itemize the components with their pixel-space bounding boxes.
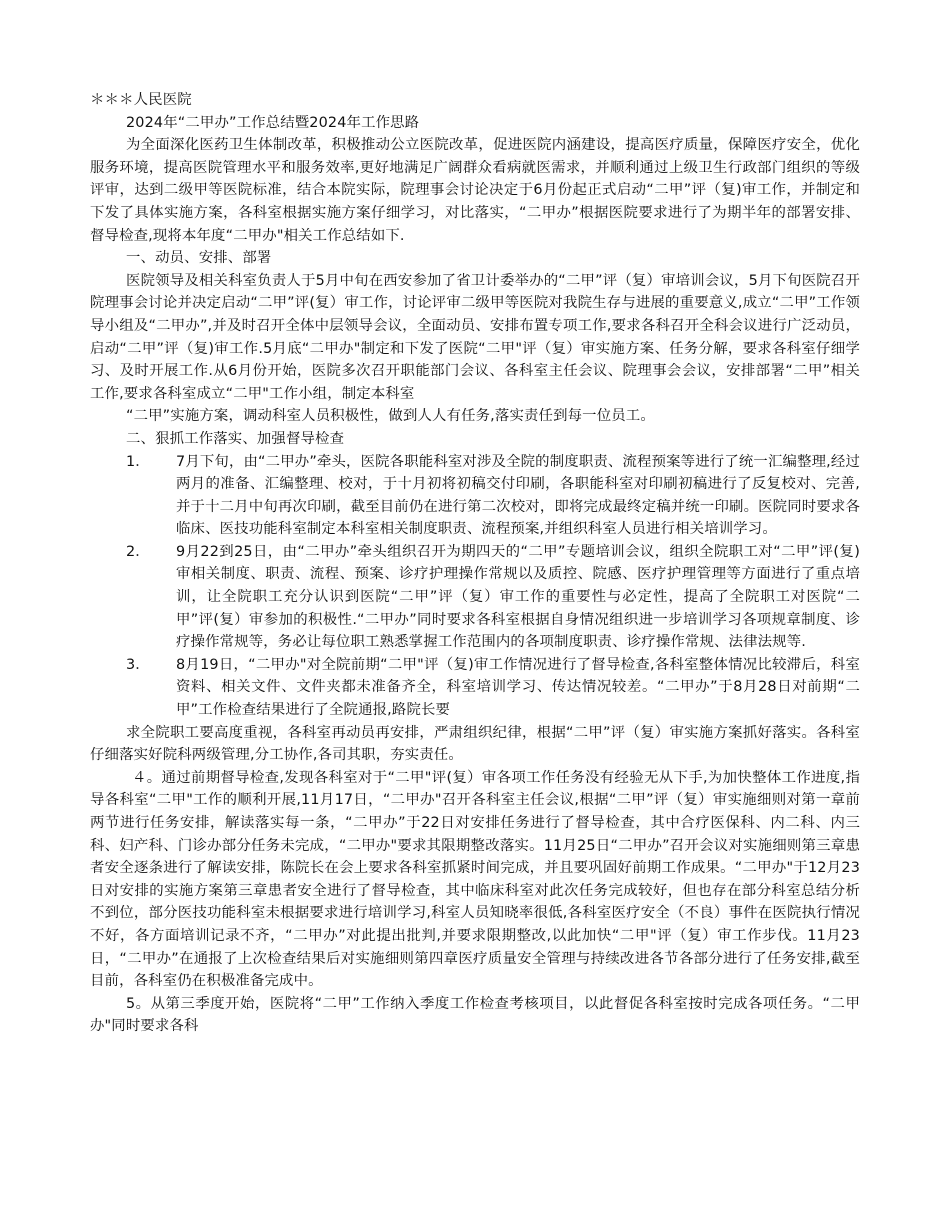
section-2-heading: 二、狠抓工作落实、加强督导检查 (126, 430, 345, 447)
item-3-continuation: 求全院职工要高度重视，各科室再动员再安排，严肃组织纪律，根据“二甲”评（复）审实施方案抓好落实。各科室仔细落实好院科两级管理,分工协作,各司其职，夯实责任。 (90, 724, 860, 764)
paragraph-4: ４。通过前期督导检查,发现各科室对于“二甲"评(复）审各项工作任务没有经验无从下手,为加快整体工作进度,指导各科室“二甲"工作的顺利开展,11月17日，“二甲办"召开各科室主任会议,根据“二甲”评（复）审实施细则对第一章前两节进行任务安排，解读落实每一条，“二甲办”于22日对安排任务进行了督导检查，其中合疗医保科、内二科、内三科、妇产科、门诊办部分任务未完成，“二甲办"要求其限期整改落实。11月25日“二甲办”召开会议对实施细则第三章患者安全逐条进行了解读安排，陈院长在会上要求各科室抓紧时间完成，并且要巩固好前期工作成果。“二甲办"于12月23日对安排的实施方案第三章患者安全进行了督导检查，其中临床科室对此次任务完成较好，但也存在部分科室总结分析不到位，部分医技功能科室未根据要求进行培训学习,科室人员知晓率很低,各科室医疗安全（不良）事件在医院执行情况不好，各方面培训记录不齐，“二甲办”对此提出批判,并要求限期整改,以此加快“二甲"评（复）审工作步伐。11月23日，“二甲办”在通报了上次检查结果后对实施细则第四章医疗质量安全管理与持续改进各节各部分进行了任务安排,截至目前，各科室仍在积极准备完成中。 (90, 769, 860, 990)
document-title: 2024年“二甲办”工作总结暨2024年工作思路 (126, 114, 420, 131)
list-item-text: 7月下旬，由“二甲办”牵头，医院各职能科室对涉及全院的制度职责、流程预案等进行了统一汇编整理,经过两月的准备、汇编整理、校对，于十月初将初稿交付印刷，各职能科室对印刷初稿进行了反复校对、完善,并于十二月中旬再次印刷，截至目前仍在进行第二次校对，即将完成最终定稿并统一印刷。医院同时要求各临床、医技功能科室制定本科室相关制度职责、流程预案,并组织科室人员进行相关培训学习。 (176, 453, 860, 538)
list-item (90, 451, 860, 541)
intro-paragraph: 为全面深化医药卫生体制改革，积极推动公立医院改革，促进医院内涵建设，提高医疗质量，保障医疗安全，优化服务环境，提高医院管理水平和服务效率,更好地满足广阔群众看病就医需求，并顺利通过上级卫生行政部门组织的等级评审，达到二级甲等医院标准，结合本院实际，院理事会讨论决定于6月份起正式启动“二甲”评（复)审工作，并制定和下发了具体实施方案，各科室根据实施方案仔细学习，对比落实，“二甲办”根据医院要求进行了为期半年的部署安排、督导检查,现将本年度“二甲办"相关工作总结如下. (90, 137, 860, 244)
hospital-name: ＊＊＊人民医院 (90, 92, 192, 108)
list-item-number: 3． (126, 656, 150, 673)
list-item-number: 1． (126, 453, 150, 470)
list-item-text: 9月22到25日，由“二甲办”牵头组织召开为期四天的“二甲”专题培训会议，组织全院职工对“二甲”评(复)审相关制度、职责、流程、预案、诊疗护理操作常规以及质控、院感、医疗护理管理等方面进行了重点培训，让全院职工充分认识到医院“二甲”评（复）审工作的重要性与必定性，提高了全院职工对医院“二甲”评(复）审参加的积极性.“二甲办”同时要求各科室根据自身情况组织进一步培训学习各项规章制度、诊疗操作常规等，务必让每位职工熟悉掌握工作范围内的各项制度职责、诊疗操作常规、法律法规等. (176, 543, 860, 651)
section-1-paragraph-continued: “二甲”实施方案，调动科室人员积极性，做到人人有任务,落实责任到每一位员工。 (126, 408, 655, 425)
list-item-text: 8月19日，“二甲办"对全院前期“二甲"评（复)审工作情况进行了督导检查,各科室整体情况比较滞后，科室资料、相关文件、文件夹都未准备齐全，科室培训学习、传达情况较差。“二甲办”于8月28日对前期“二甲”工作检查结果进行了全院通报,路院长要 (176, 656, 860, 719)
section-1-paragraph: 医院领导及相关科室负责人于5月中旬在西安参加了省卫计委举办的“二甲”评（复）审培训会议，5月下旬医院召开院理事会讨论并决定启动“二甲”评(复）审工作，讨论评审二级甲等医院对我院生存与进展的重要意义,成立“二甲”工作领导小组及“二甲办”,并及时召开全体中层领导会议，全面动员、安排布置专项工作,要求各科召开全科会议进行广泛动员，启动“二甲”评（复)审工作.5月底“二甲办"制定和下发了医院“二甲"评（复）审实施方案、任务分解，要求各科室仔细学习、及时开展工作.从6月份开始，医院多次召开职能部门会议、各科室主任会议、院理事会会议，安排部署“二甲”相关工作,要求各科室成立“二甲"工作小组，制定本科室 (90, 272, 860, 402)
list-item (90, 541, 860, 654)
list-item-number: 2． (126, 543, 150, 560)
section-1-heading: 一、动员、安排、部署 (126, 250, 272, 267)
list-item (90, 654, 860, 722)
document-page (90, 89, 860, 1038)
paragraph-5: 5。从第三季度开始，医院将“二甲”工作纳入季度工作检查考核项目，以此督促各科室按时完成各项任务。“二甲办"同时要求各科 (90, 995, 860, 1035)
